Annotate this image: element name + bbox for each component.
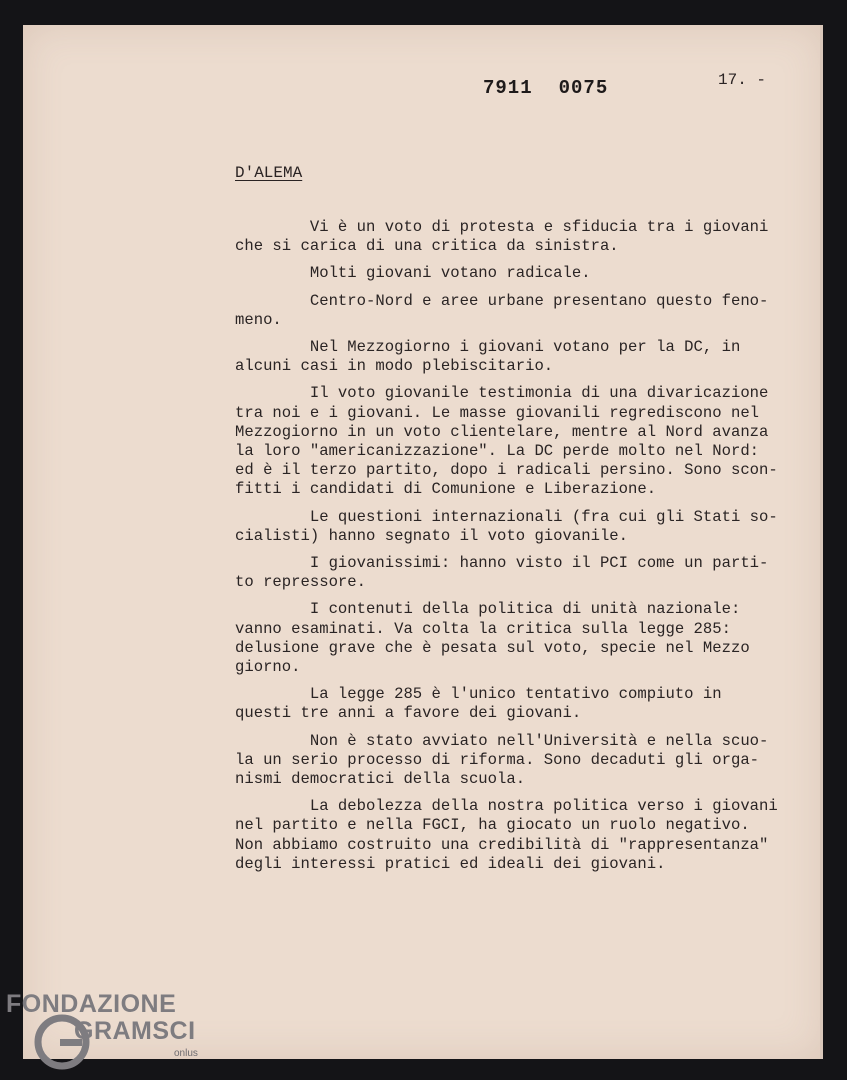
paragraph: La debolezza della nostra politica verso i giovani nel partito e nella FGCI, ha giocato un ruolo negativo. Non abbiamo costruito una credibilità di "rappresentanza" degli interessi pratici ed ideali dei giovani. <box>235 797 778 873</box>
paragraph: Nel Mezzogiorno i giovani votano per la DC, in alcuni casi in modo plebiscitario. <box>235 338 741 376</box>
paragraph: La legge 285 è l'unico tentativo compiuto in questi tre anni a favore dei giovani. <box>235 685 722 723</box>
paragraph: Centro-Nord e aree urbane presentano questo feno- meno. <box>235 291 769 329</box>
doc-number-part1: 7911 <box>483 77 533 99</box>
paragraph: Molti giovani votano radicale. <box>235 264 591 283</box>
fondazione-gramsci-watermark <box>4 990 214 1075</box>
paragraph: I giovanissimi: hanno visto il PCI come un parti- to repressore. <box>235 554 769 592</box>
watermark-line3: onlus <box>174 1048 198 1059</box>
paragraph: Vi è un voto di protesta e sfiducia tra i giovani che si carica di una critica da sinistra. <box>235 218 769 256</box>
paragraph: Non è stato avviato nell'Università e nella scuo- la un serio processo di riforma. Sono decaduti gli orga- nismi democratici della scuola. <box>235 731 769 789</box>
doc-number-part2: 0075 <box>558 77 609 99</box>
document-page <box>23 25 823 1059</box>
document-body <box>235 218 820 882</box>
watermark-line1: FONDAZIONE <box>6 990 177 1018</box>
archive-document-number <box>483 77 608 99</box>
page-number: 17. - <box>718 71 767 89</box>
paragraph: Le questioni internazionali (fra cui gli Stati so- cialisti) hanno segnato il voto giovanile. <box>235 507 778 545</box>
watermark-line2: GRAMSCI <box>74 1017 196 1045</box>
paragraph: Il voto giovanile testimonia di una divaricazione tra noi e i giovani. Le masse giovanili regrediscono nel Mezzogiorno in un voto clientelare, mentre al Nord avanza la loro "americanizzazione". La DC perde molto nel Nord: ed è il terzo partito, dopo i radicali persino. Sono scon- fitti i candidati di Comunione e Liberazione. <box>235 384 778 499</box>
paragraph: I contenuti della politica di unità nazionale: vanno esaminati. Va colta la critica sulla legge 285: delusione grave che è pesata sul voto, specie nel Mezzo giorno. <box>235 600 750 677</box>
speaker-heading: D'ALEMA <box>235 164 303 182</box>
